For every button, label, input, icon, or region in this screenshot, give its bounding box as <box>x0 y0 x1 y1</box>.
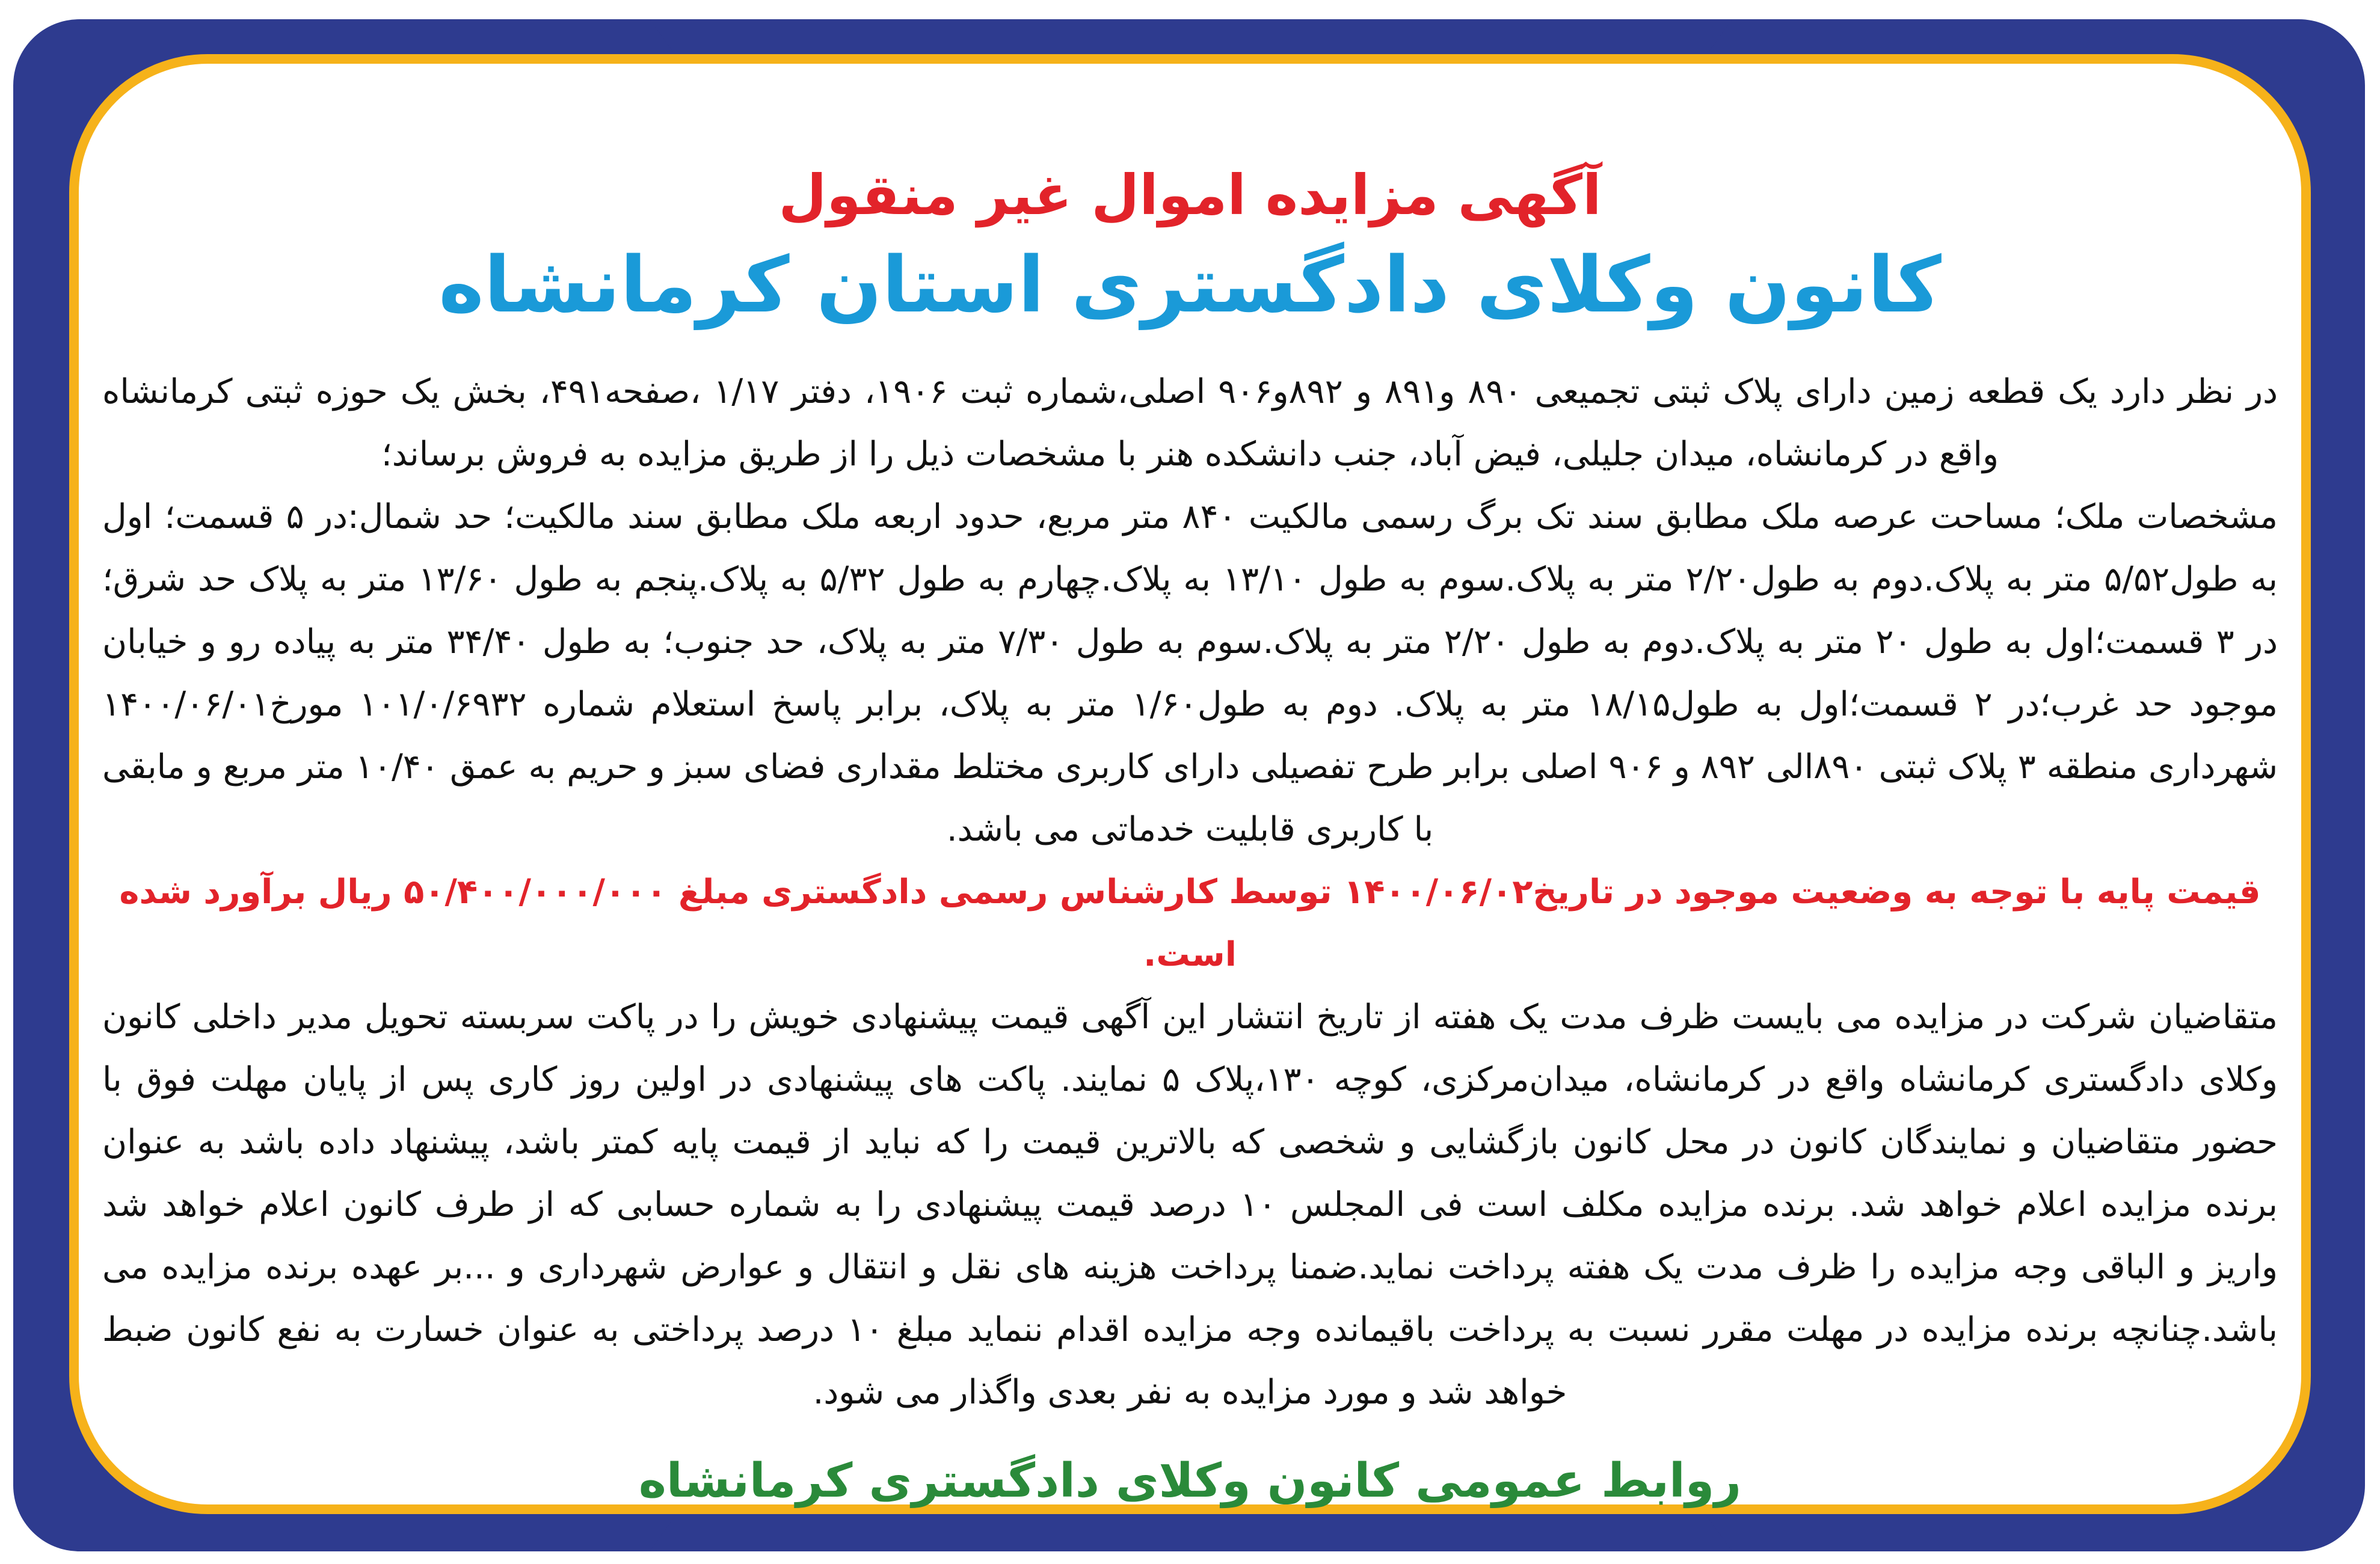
notice-title: آگهی مزایده اموال غیر منقول <box>778 163 1602 227</box>
notice-content <box>102 138 2278 1508</box>
auction-terms-paragraph: متقاضیان شرکت در مزایده می بایست ظرف مدت یک هفته از تاریخ انتشار این آگهی قیمت پیشنهادی خویش را در پاکت سربسته تحویل مدیر داخلی کانون وکلای دادگستری کرمانشاه واقع در کرمانشاه، میدان‌مرکزی، کوچه ۱۳۰،پلاک ۵ نمایند. پاکت های پیشنهادی در اولین روز کاری پس از پایان مهلت فوق با حضور متقاضیان و نمایندگان کانون در محل کانون بازگشایی و شخصی که بالاترین قیمت را که نباید از قیمت پایه کمتر باشد، پیشنهاد داده باشد به عنوان برنده مزایده اعلام خواهد شد. برنده مزایده مکلف است فی المجلس ۱۰ درصد قیمت پیشنهادی را به شماره حسابی که از طرف کانون اعلام خواهد شد واریز و الباقی وجه مزایده را ظرف مدت یک هفته پرداخت نماید.ضمنا پرداخت هزینه های نقل و انتقال و عوارض شهرداری و ...بر عهده برنده مزایده می باشد.چنانچه برنده مزایده در مهلت مقرر نسبت به پرداخت باقیمانده وجه مزایده اقدام ننماید مبلغ ۱۰ درصد پرداختی به عنوان خسارت به نفع کانون ضبط خواهد شد و مورد مزایده به نفر بعدی واگذار می شود. <box>102 998 2278 1412</box>
signature: روابط عمومی کانون وکلای دادگستری کرمانشاه <box>638 1454 1742 1508</box>
property-specs-paragraph: مشخصات ملک؛ مساحت عرصه ملک مطابق سند تک برگ رسمی مالکیت ۸۴۰ متر مربع، حدود اربعه ملک مطابق سند مالکیت؛ حد شمال:در ۵ قسمت؛ اول به طول۵/۵۲ متر به پلاک.دوم به طول۲/۲۰ متر به پلاک.سوم به طول ۱۳/۱۰ به پلاک.چهارم به طول ۵/۳۲ به پلاک.پنجم به طول ۱۳/۶۰ متر به پلاک حد شرق؛ در ۳ قسمت؛اول به طول ۲۰ متر به پلاک.دوم به طول ۲/۲۰ متر به پلاک.سوم به طول ۷/۳۰ متر به پلاک، حد جنوب؛ به طول ۳۴/۴۰ متر به پیاده رو و خیابان موجود حد غرب؛در ۲ قسمت؛اول به طول۱۸/۱۵ متر به پلاک. دوم به طول۱/۶۰ متر به پلاک، برابر پاسخ استعلام شماره ۱۰۱/۰/۶۹۳۲ مورخ۱۴۰۰/۰۶/۰۱ شهرداری منطقه ۳ پلاک ثبتی ۸۹۰الی ۸۹۲ و ۹۰۶ اصلی برابر طرح تفصیلی دارای کاربری مختلط مقداری فضای سبز و حریم به عمق ۱۰/۴۰ متر مربع و مابقی با کاربری قابلیت خدماتی می باشد. <box>102 497 2278 849</box>
organization-name: کانون وکلای دادگستری استان کرمانشاه <box>438 241 1942 330</box>
intro-paragraph: در نظر دارد یک قطعه زمین دارای پلاک ثبتی تجمیعی ۸۹۰ و۸۹۱ و ۸۹۲و۹۰۶ اصلی،شماره ثبت ۱۹۰۶، دفتر ۱/۱۷ ،صفحه۴۹۱، بخش یک حوزه ثبتی کرمانشاه واقع در کرمانشاه، میدان جلیلی، فیض آباد، جنب دانشکده هنر با مشخصات ذیل را از طریق مزایده به فروش برساند؛ <box>102 372 2278 474</box>
base-price-statement: قیمت پایه با توجه به وضعیت موجود در تاریخ۱۴۰۰/۰۶/۰۲ توسط کارشناس رسمی دادگستری مبلغ ۵۰/۴۰۰/۰۰۰/۰۰۰ ریال برآورد شده است. <box>119 872 2261 974</box>
